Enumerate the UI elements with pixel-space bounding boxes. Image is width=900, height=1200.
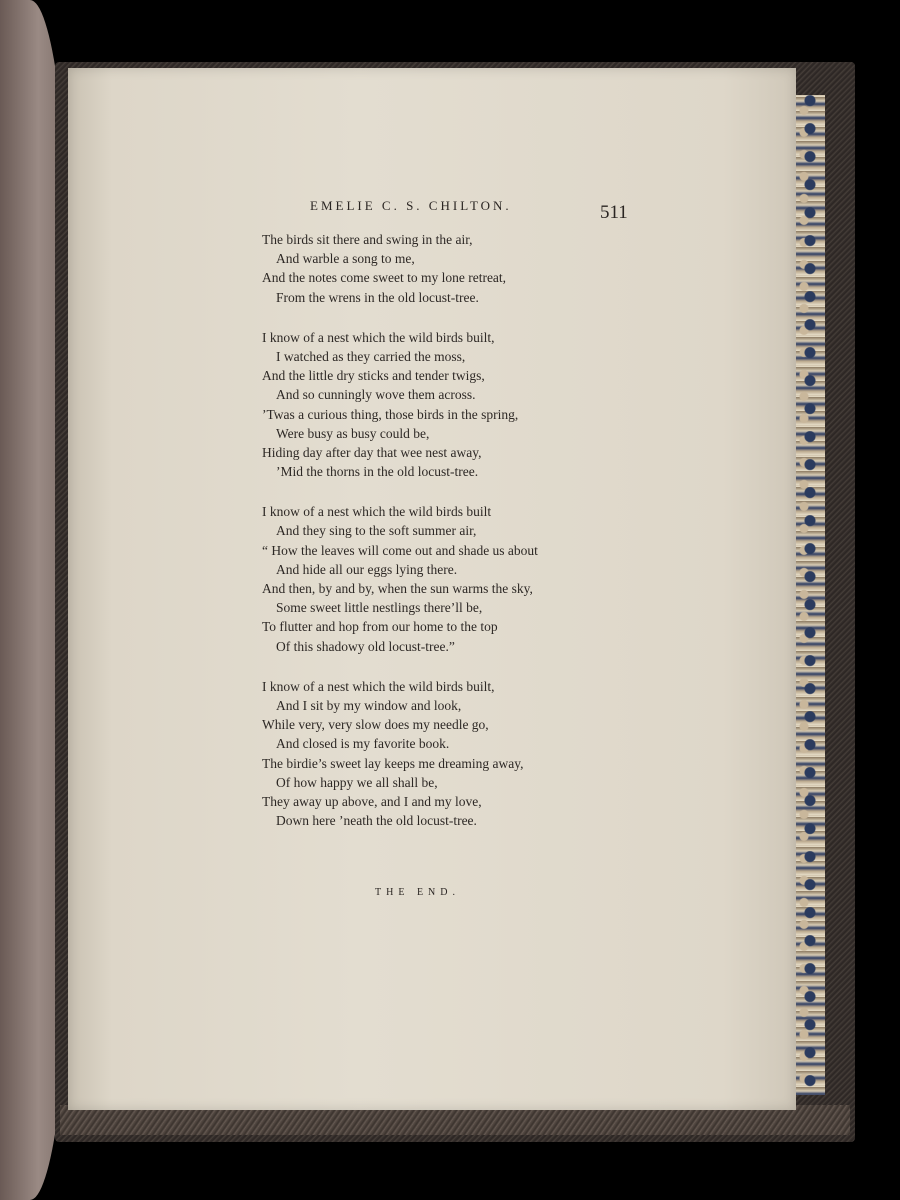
- running-head: EMELIE C. S. CHILTON.: [310, 198, 512, 213]
- poem-line: Of how happy we all shall be,: [276, 774, 438, 790]
- page-number: 511: [600, 202, 628, 223]
- the-end-label: THE END.: [375, 887, 460, 898]
- poem-line: And hide all our eggs lying there.: [276, 561, 458, 577]
- poem-line: And they sing to the soft summer air,: [276, 523, 477, 539]
- poem-line: Of this shadowy old locust-tree.”: [276, 638, 455, 654]
- stanza: [262, 328, 642, 482]
- poem-line: I watched as they carried the moss,: [276, 348, 466, 364]
- stanza: [262, 502, 642, 656]
- poem-line: They away up above, and I and my love,: [262, 793, 482, 809]
- stanza: [262, 677, 642, 831]
- poem-line: ’Twas a curious thing, those birds in the spring,: [262, 406, 519, 422]
- poem-line: And I sit by my window and look,: [276, 697, 462, 713]
- poem-line: While very, very slow does my needle go,: [262, 717, 489, 733]
- poem-line: Hiding day after day that wee nest away,: [262, 444, 482, 460]
- poem-line: To flutter and hop from our home to the top: [262, 619, 498, 635]
- stanza: [262, 230, 642, 307]
- poem-line: I know of a nest which the wild birds built,: [262, 678, 495, 694]
- poem-line: I know of a nest which the wild birds built,: [262, 329, 495, 345]
- poem-line: And warble a song to me,: [276, 251, 415, 267]
- poem-line: And so cunningly wove them across.: [276, 387, 476, 403]
- poem-line: Some sweet little nestlings there’ll be,: [276, 600, 483, 616]
- poem-line: The birdie’s sweet lay keeps me dreaming away,: [262, 755, 524, 771]
- poem-line: The birds sit there and swing in the air,: [262, 232, 473, 247]
- poem-line: “ How the leaves will come out and shade us about: [262, 542, 538, 558]
- poem-line: ’Mid the thorns in the old locust-tree.: [276, 464, 479, 480]
- poem-line: And the little dry sticks and tender twigs,: [262, 368, 485, 384]
- poem-line: Were busy as busy could be,: [276, 425, 430, 441]
- poem-line: I know of a nest which the wild birds built: [262, 504, 492, 520]
- poem-line: From the wrens in the old locust-tree.: [276, 289, 479, 305]
- poem-line: Down here ’neath the old locust-tree.: [276, 813, 477, 829]
- poem-line: And closed is my favorite book.: [276, 736, 450, 752]
- poem-line: And the notes come sweet to my lone retreat,: [262, 270, 507, 286]
- marbled-page-edge: [795, 95, 825, 1095]
- poem-line: And then, by and by, when the sun warms the sky,: [262, 581, 533, 596]
- poem-body: [262, 230, 642, 851]
